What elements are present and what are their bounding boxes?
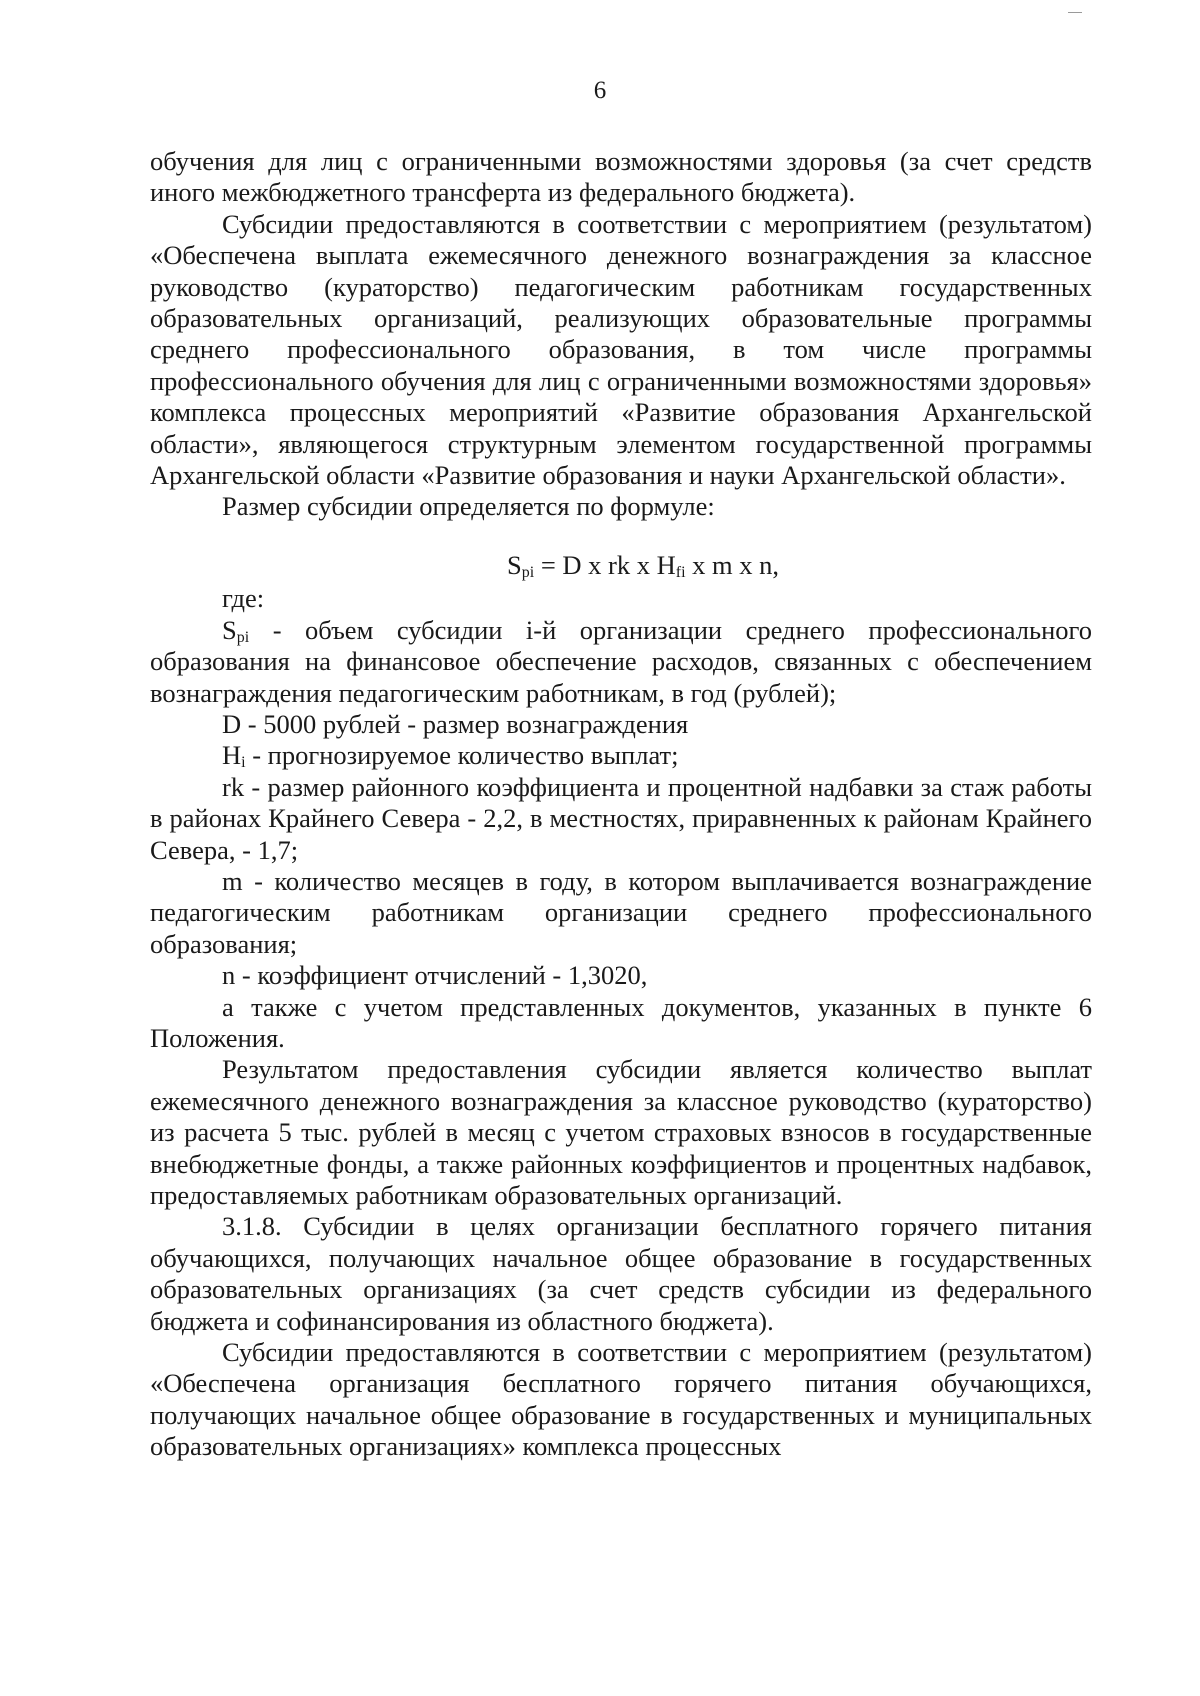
scan-mark: [1068, 12, 1082, 13]
page-number: 6: [593, 77, 607, 104]
paragraph-formula-intro: Размер субсидии определяется по формуле:: [222, 491, 715, 522]
paragraph-subsidy-provision-2: Субсидии предоставляются в соответствии с мероприятием (результатом) «Обеспечена организация бесплатного горячего питания обучающихся, получающих начальное общее образование в государственных и муниципальных образовательных организациях» комплекса процессных: [150, 1337, 1092, 1462]
formula-tail: x m x n,: [685, 549, 780, 580]
document-body: [150, 146, 1092, 1463]
definition-s: [150, 615, 1092, 709]
definition-d: D - 5000 рублей - размер вознаграждения: [222, 708, 689, 739]
definition-n: n - коэффициент отчислений - 1,3020,: [222, 960, 648, 991]
definition-m: m - количество месяцев в году, в котором выплачивается вознаграждение педагогическим работникам организации среднего профессионального образования;: [150, 865, 1092, 959]
section-3-1-8: 3.1.8. Субсидии в целях организации бесплатного горячего питания обучающихся, получающих начальное общее образование в государственных образовательных организациях (за счет средств субсидии из федерального бюджета и софинансирования из областного бюджета).: [150, 1211, 1092, 1336]
symbol-h: H: [222, 740, 242, 771]
symbol-s-subscript: pi: [236, 628, 250, 646]
paragraph-subsidy-provision: Субсидии предоставляются в соответствии с мероприятием (результатом) «Обеспечена выплата ежемесячного денежного вознаграждения за классное руководство (кураторство) педагогическим работникам государственных образовательных организаций, реализующих образовательные программы среднего профессионального образования, в том числе программы профессионального обучения для лиц с ограниченными возможностями здоровья» комплекса процессных мероприятий «Развитие образования Архангельской области», являющегося структурным элементом государственной программы Архангельской области «Развитие образования и науки Архангельской области».: [150, 208, 1092, 491]
formula-h-subscript: fi: [675, 563, 686, 581]
symbol-s: S: [222, 614, 237, 645]
symbol-h-subscript: i: [241, 754, 246, 772]
subsidy-formula: [150, 550, 1092, 581]
formula-middle: = D x rk x H: [534, 549, 676, 580]
definition-s-text: - объем субсидии i-й организации среднего профессионального образования на финансовое обеспечение расходов, связанных с обеспечением вознаграждения педагогическим работникам, в год (рублей);: [150, 614, 1092, 708]
paragraph-continuation: обучения для лиц с ограниченными возможностями здоровья (за счет средств иного межбюджетного трансферта из федерального бюджета).: [150, 146, 1092, 208]
definition-h-text: - прогнозируемое количество выплат;: [245, 740, 679, 771]
where-label: где:: [222, 583, 265, 614]
formula-s: S: [507, 549, 522, 580]
definition-rk: rk - размер районного коэффициента и процентной надбавки за стаж работы в районах Крайнего Севера - 2,2, в местностях, приравненных к районам Крайнего Севера, - 1,7;: [150, 771, 1092, 865]
formula-s-subscript: pi: [521, 563, 535, 581]
paragraph-documents: а также с учетом представленных документов, указанных в пункте 6 Положения.: [150, 991, 1092, 1053]
paragraph-result: Результатом предоставления субсидии является количество выплат ежемесячного денежного вознаграждения за классное руководство (кураторство) из расчета 5 тыс. рублей в месяц с учетом страховых взносов в государственные внебюджетные фонды, а также районных коэффициентов и процентных надбавок, предоставляемых работникам образовательных организаций.: [150, 1054, 1092, 1210]
definition-h: [150, 740, 1092, 771]
